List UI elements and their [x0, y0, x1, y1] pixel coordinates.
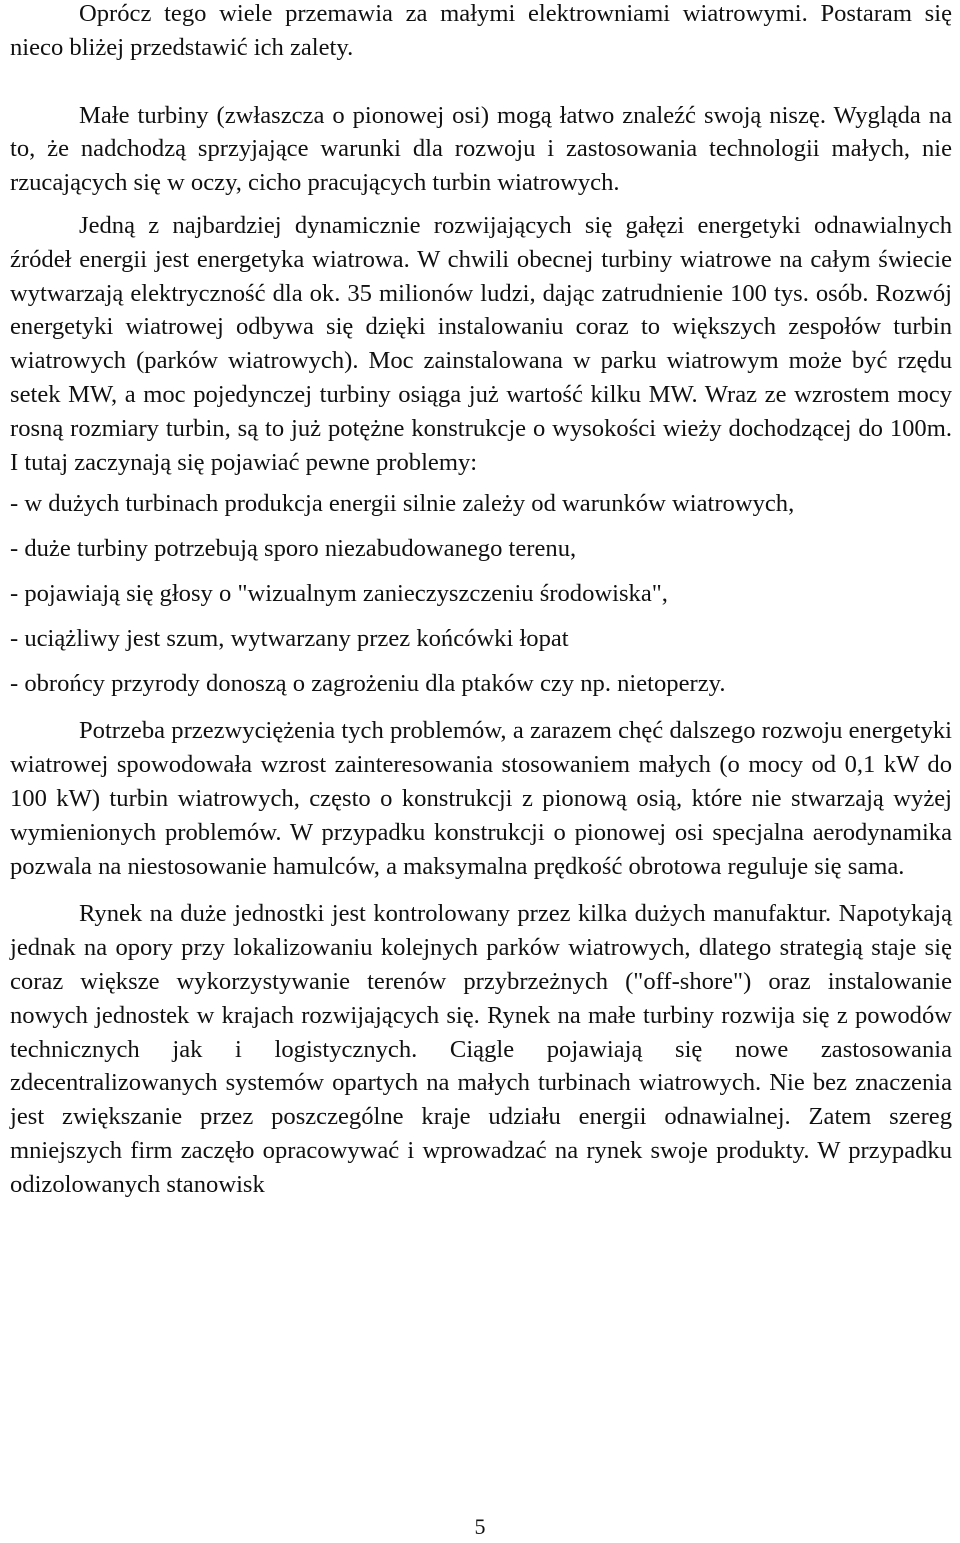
list-item: - pojawiają się głosy o "wizualnym zanieczyszczeniu środowiska",: [10, 579, 668, 607]
paragraph-intro-advantages: Oprócz tego wiele przemawia za małymi elektrowniami wiatrowymi. Postaram się nieco bliżej przedstawić ich zalety.: [10, 0, 952, 61]
page-number: 5: [474, 1514, 486, 1539]
list-item: - obrońcy przyrody donoszą o zagrożeniu dla ptaków czy np. nietoperzy.: [10, 669, 726, 697]
list-item: - duże turbiny potrzebują sporo niezabudowanego terenu,: [10, 535, 577, 563]
list-item: - w dużych turbinach produkcja energii silnie zależy od warunków wiatrowych,: [10, 490, 795, 518]
problems-list: [10, 487, 952, 700]
paragraph-small-turbines-niche: Małe turbiny (zwłaszcza o pionowej osi) mogą łatwo znaleźć swoją niszę. Wygląda na to, że nadchodzą sprzyjające warunki dla rozwoju i zastosowania technologii małych, nie rzucających się w oczy, cicho pracujących turbin wiatrowych.: [10, 101, 952, 197]
paragraph-small-turbine-interest: Potrzeba przezwyciężenia tych problemów, a zarazem chęć dalszego rozwoju energetyki wiatrowej spowodowała wzrost zainteresowania stosowaniem małych (o mocy od 0,1 kW do 100 kW) turbin wiatrowych, często o konstrukcji z pionową osią, które nie stwarzają wyżej wymienionych problemów. W przypadku konstrukcji o pionowej osi specjalna aerodynamika pozwala na niestosowanie hamulców, a maksymalna prędkość obrotowa reguluje się sama.: [10, 717, 952, 880]
paragraph-wind-energy-growth: Jedną z najbardziej dynamicznie rozwijających się gałęzi energetyki odnawialnych źródeł energii jest energetyka wiatrowa. W chwili obecnej turbiny wiatrowe na całym świecie wytwarzają elektryczność dla ok. 35 milionów ludzi, dając zatrudnienie 100 tys. osób. Rozwój energetyki wiatrowej odbywa się dzięki instalowaniu coraz to większych zespołów turbin wiatrowych (parków wiatrowych). Moc zainstalowana w parku wiatrowym może być rzędu setek MW, a moc pojedynczej turbiny osiąga już wartość kilku MW. Wraz ze wzrostem mocy rosną rozmiary turbin, są to już potężne konstrukcje o wysokości wieży dochodzącej do 100m. I tutaj zaczynają się pojawiać pewne problemy:: [10, 211, 952, 476]
list-item: - uciążliwy jest szum, wytwarzany przez końcówki łopat: [10, 624, 569, 652]
paragraph-market: Rynek na duże jednostki jest kontrolowany przez kilka dużych manufaktur. Napotykają jednak na opory przy lokalizowaniu kolejnych parków wiatrowych, dlatego strategią staje się coraz większe wykorzystywanie terenów przybrzeżnych ("off-shore") oraz instalowanie nowych jednostek w krajach rozwijających się. Rynek na małe turbiny rozwija się z powodów technicznych jak i logistycznych. Ciągle pojawiają się nowe zastosowania zdecentralizowanych systemów opartych na małych turbinach wiatrowych. Nie bez znaczenia jest zwiększanie przez poszczególne kraje udziału energii odnawialnej. Zatem szereg mniejszych firm zaczęło opracowywać i wprowadzać na rynek swoje produkty. W przypadku odizolowanych stanowisk: [10, 900, 952, 1198]
document-page: [10, 0, 952, 1202]
